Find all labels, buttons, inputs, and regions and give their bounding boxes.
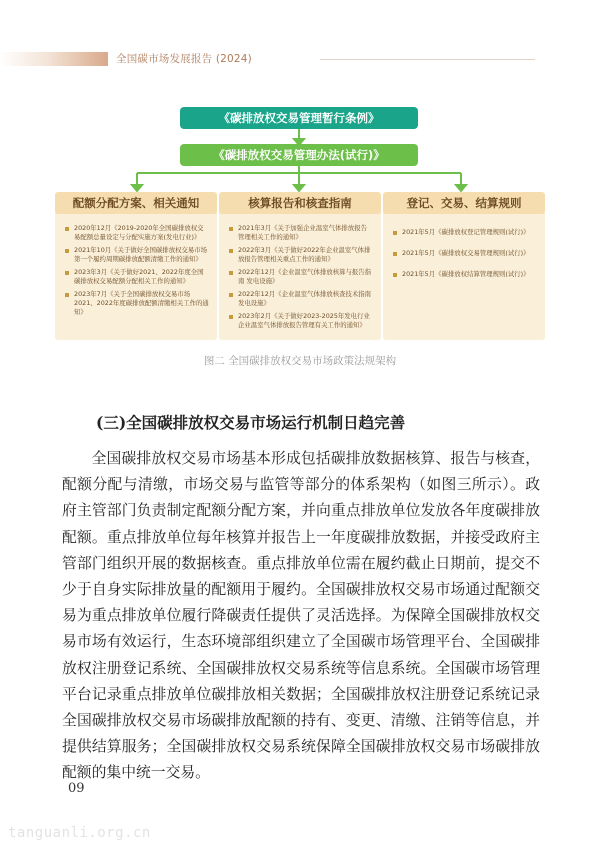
running-header: 全国碳市场发展报告 (2024) xyxy=(116,53,252,65)
measures-box: 《碳排放权交易管理办法(试行)》 xyxy=(180,144,418,166)
column-reporting xyxy=(219,194,381,340)
list-item: 2021年5月《碳排放权结算管理规则(试行)》 xyxy=(393,270,537,279)
column-heading-allocation: 配额分配方案、相关通知 xyxy=(55,192,217,214)
reporting-list xyxy=(229,224,373,334)
column-allocation xyxy=(55,194,217,340)
list-item: 2021年5月《碳排放权登记管理规则(试行)》 xyxy=(393,228,537,237)
page-number: 09 xyxy=(68,781,85,796)
body-paragraph: 全国碳排放权交易市场基本形成包括碳排放数据核算、报告与核查，配额分配与清缴，市场交易与监管等部分的体系架构（如图三所示）。政府主管部门负责制定配额分配方案，并向重点排放单位发放各年度碳排放配额。重点排放单位每年核算并报告上一年度碳排放数据，并接受政府主管部门组织开展的数据核查。重点排放单位需在履约截止日期前，提交不少于自身实际排放量的配额用于履约。全国碳排放权交易市场通过配额交易为重点排放单位履行降碳责任提供了灵活选择。为保障全国碳排放权交易市场有效运行，生态环境部组织建立了全国碳市场管理平台、全国碳排放权注册登记系统、全国碳排放权交易系统等信息系统。全国碳市场管理平台记录重点排放单位碳排放相关数据；全国碳排放权注册登记系统记录全国碳排放权交易市场碳排放配额的持有、变更、清缴、注销等信息，并提供结算服务；全国碳排放权交易系统保障全国碳排放权交易市场碳排放配额的集中统一交易。 xyxy=(62,450,540,782)
list-item: 2022年3月《关于做好2022年企业温室气体排放报告管理相关重点工作的通知》 xyxy=(229,246,373,264)
list-item: 2021年10月《关于做好全国碳排放权交易市场第一个履约周期碳排放配额清缴工作的通知》 xyxy=(65,246,209,264)
rules-list xyxy=(393,228,537,283)
regulation-box: 《碳排放权交易管理暂行条例》 xyxy=(180,107,418,129)
list-item: 2023年2月《关于做好2023-2025年发电行业企业温室气体排放报告管理有关工作的通知》 xyxy=(229,312,373,330)
section-heading: (三)全国碳排放权交易市场运行机制日趋完善 xyxy=(96,413,406,432)
list-item: 2021年5月《碳排放权交易管理规则(试行)》 xyxy=(393,249,537,258)
column-heading-reporting: 核算报告和核查指南 xyxy=(219,192,381,214)
list-item: 2023年3月《关于做好2021、2022年度全国碳排放权交易配额分配相关工作的通知》 xyxy=(65,268,209,286)
list-item: 2023年7月《关于全国碳排放权交易市场2021、2022年度碳排放配额清缴相关工作的通知》 xyxy=(65,290,209,317)
watermark: tanguanli.org.cn xyxy=(8,825,151,841)
diagram-connectors xyxy=(0,0,600,200)
column-rules xyxy=(383,194,545,340)
arrow-right xyxy=(456,185,466,191)
arrow-left xyxy=(132,185,142,191)
list-item: 2021年3月《关于加强企业温室气体排放报告管理相关工作的通知》 xyxy=(229,224,373,242)
arrow-center xyxy=(294,185,304,191)
list-item: 2022年12月《企业温室气体排放核算与报告指南 发电设施》 xyxy=(229,268,373,286)
allocation-list xyxy=(65,224,209,321)
list-item: 2022年12月《企业温室气体排放核查技术指南 发电设施》 xyxy=(229,290,373,308)
figure-caption: 图二 全国碳排放权交易市场政策法规架构 xyxy=(203,355,397,367)
list-item: 2020年12月《2019-2020年全国碳排放权交易配额总量设定与分配实施方案(发电行业)》 xyxy=(65,224,209,242)
column-heading-rules: 登记、交易、结算规则 xyxy=(383,192,545,214)
